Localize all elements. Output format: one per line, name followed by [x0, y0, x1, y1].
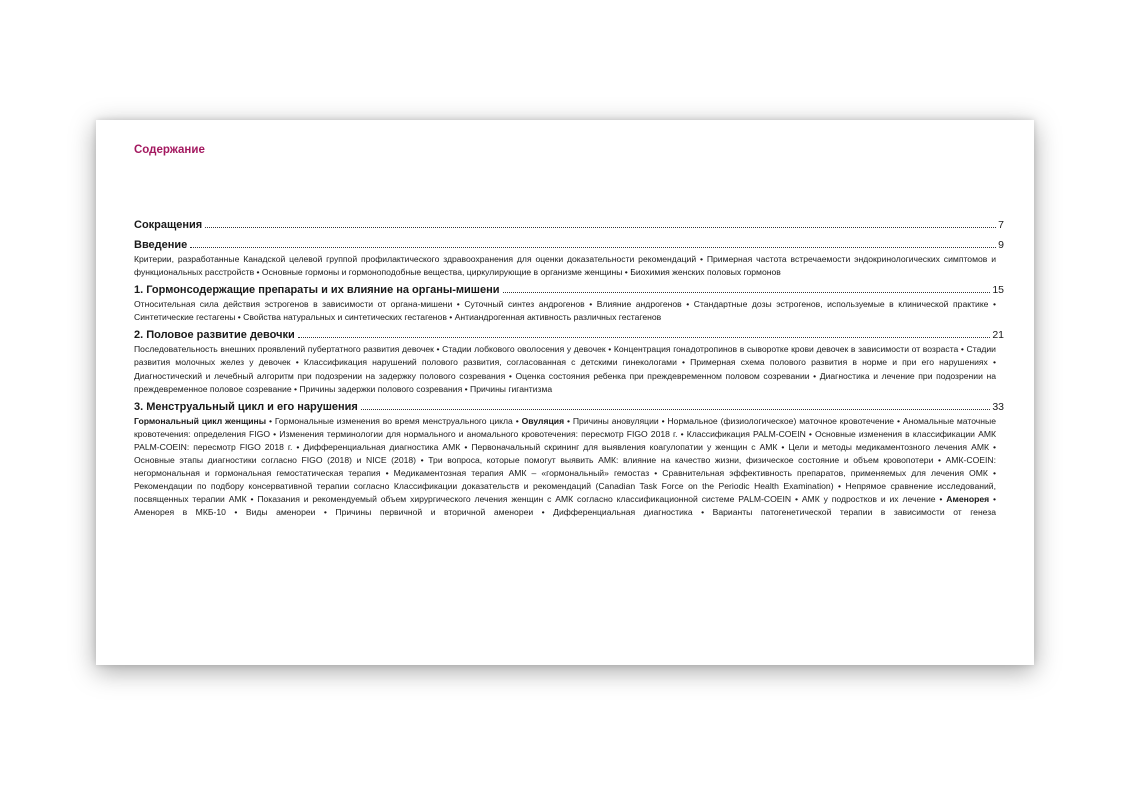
- toc-entry-page[interactable]: 33: [992, 400, 1004, 413]
- toc-entry-page[interactable]: 7: [998, 219, 1004, 231]
- toc-entry-abbreviations: [134, 218, 1004, 232]
- toc-entry-description: Критерии, разработанные Канадской целевой группой профилактического здравоохранения для оценки доказательности рекомендаций • Примерная частота встречаемости эндокринологических симптомов и функциональных расстройств • Основные гормоны и гормоноподобные вещества, циркулирующие в организме женщины • Биохимия женских половых гормонов: [134, 254, 996, 278]
- toc-entry-chapter-3: [134, 400, 1004, 520]
- toc-entry-description: [134, 415, 1004, 520]
- dot-leader: [298, 336, 991, 338]
- dot-leader: [503, 291, 991, 293]
- toc-page: [96, 120, 1034, 665]
- toc-entry-introduction: [134, 238, 1004, 279]
- dot-leader: [190, 246, 996, 248]
- toc-entry-page[interactable]: 15: [992, 284, 1004, 297]
- dot-leader: [361, 408, 990, 410]
- toc-entry-title[interactable]: 3. Менструальный цикл и его нарушения: [134, 400, 358, 413]
- toc-heading: Содержание: [134, 144, 205, 156]
- subsection-heading: Гормональный цикл женщины: [134, 415, 267, 426]
- toc-entry-description: Относительная сила действия эстрогенов в зависимости от органа-мишени • Суточный синтез андрогенов • Влияние андрогенов • Стандартные дозы эстрогенов, используемые в клинической практике • Синтетические гестагены • Свойства натуральных и синтетических гестагенов • Антиандрогенная активность различных гестагенов: [134, 299, 996, 323]
- description-text: • Причины ановуляции • Нормальное (физиологическое) маточное кровотечение • Аномальные маточные кровотечения: определения FIGO • Изменения терминологии для нормального и аномального кровотечения: пересмотр FIGO 2018 г. • Классификация PALM-COEIN • Основные изменения в классификации АМК PALM-COEIN: пересмотр FIGO 2018 г. • Дифференциальная диагностика АМК • Первоначальный скрининг для выявления коагулопатии у женщин с АМК • Цели и методы медикаментозного лечения АМК • Основные этапы диагностики согласно FIGO (2018) и NICE (2018) • Три вопроса, которые помогут выявить АМК: влияние на качество жизни, физическое состояние и объем кровопотери • АМК-COEIN: негормональная и гормональная гемостатическая терапия • Медикаментозная терапия АМК – «гормональный» гемостаз • Сравнительная эффективность препаратов, применяемых для лечения ОМК • Рекомендации по подбору консервативной терапии согласно Классификации доказательств и рекомендаций (Canadian Task Force on the Periodic Health Examination) • Непрямое сравнение исследований, посвященных терапии АМК • Показания и рекомендуемый объем хирургического лечения женщин с АМК согласно классификационной системе PALM-COEIN • АМК у подростков и их лечение •: [134, 415, 996, 505]
- toc-entry-description: Последовательность внешних проявлений пубертатного развития девочек • Стадии лобкового оволосения у девочек • Концентрация гонадотропинов в сыворотке крови девочек в зависимости от возраста • Стадии развития молочных желез у девочек • Классификация нарушений полового развития, согласованная с детскими гинекологами • Примерная схема полового развития в норме и при его нарушениях • Диагностический и лечебный алгоритм при подозрении на задержку полового созревания • Оценка состояния ребенка при преждевременном половом созревании • Диагностика и лечение при подозрении на преждевременное половое созревание • Причины задержки полового созревания • Причины гигантизма: [134, 344, 996, 394]
- toc-entry-chapter-2: [134, 328, 1004, 395]
- toc-entry-title[interactable]: Введение: [134, 239, 188, 251]
- toc-entry-title[interactable]: Сокращения: [134, 219, 203, 231]
- subsection-heading: Аменорея: [946, 494, 990, 505]
- toc-entry-page[interactable]: 21: [992, 329, 1004, 342]
- toc-entry-page[interactable]: 9: [998, 239, 1004, 251]
- dot-leader: [205, 226, 996, 228]
- subsection-heading: Овуляция: [521, 415, 565, 426]
- toc-entry-title[interactable]: 1. Гормонсодержащие препараты и их влияние на органы-мишени: [134, 284, 500, 297]
- toc-entry-title[interactable]: 2. Половое развитие девочки: [134, 329, 295, 342]
- toc-entry-chapter-1: [134, 283, 1004, 324]
- description-text: • Гормональные изменения во время менструального цикла •: [266, 415, 522, 426]
- description-text: • Аменорея в МКБ-10 • Виды аменореи • Причины первичной и вторичной аменореи • Дифференциальная диагностика • Варианты патогенетической терапии в зависимости от генеза: [134, 494, 996, 518]
